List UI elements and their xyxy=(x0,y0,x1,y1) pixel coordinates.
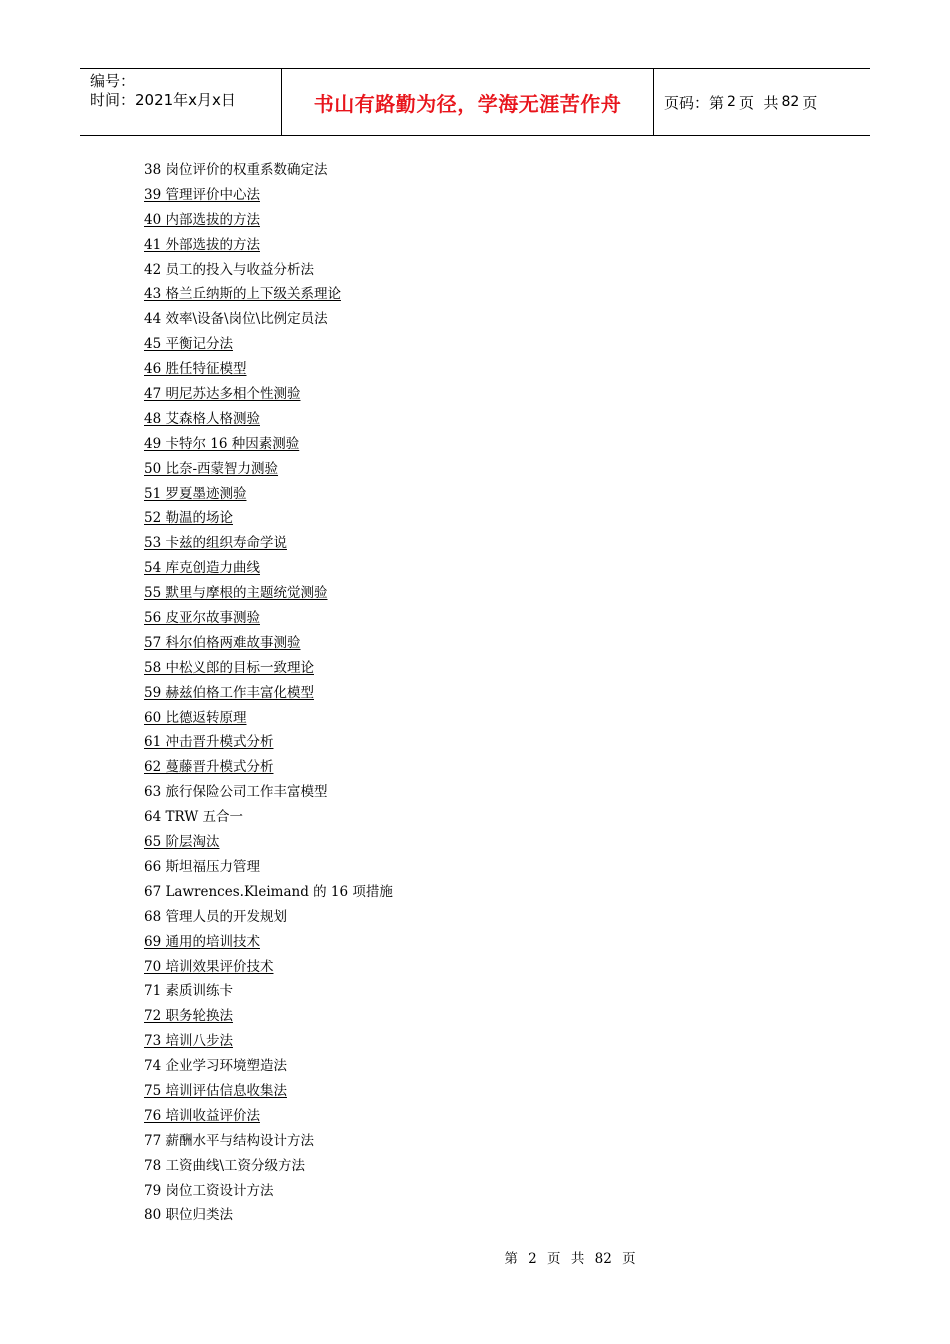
list-item[interactable] xyxy=(144,432,393,457)
list-item[interactable] xyxy=(144,755,393,780)
list-item-link[interactable]: 55 默里与摩根的主题统觉测验 xyxy=(144,585,328,602)
list-item[interactable] xyxy=(144,681,393,706)
list-item-link[interactable]: 46 胜任特征模型 xyxy=(144,361,247,378)
list-item-text: 77 薪酬水平与结构设计方法 xyxy=(144,1132,314,1149)
list-item-link[interactable]: 49 卡特尔 16 种因素测验 xyxy=(144,435,300,452)
list-item[interactable] xyxy=(144,357,393,382)
list-item-text: 42 员工的投入与收益分析法 xyxy=(144,261,314,278)
list-item[interactable] xyxy=(144,631,393,656)
list-item[interactable] xyxy=(144,1079,393,1104)
list-item xyxy=(144,805,393,830)
list-item-text: 66 斯坦福压力管理 xyxy=(144,858,260,875)
list-item-text: 67 Lawrences.Kleimand 的 16 项措施 xyxy=(144,883,393,900)
list-item-link[interactable]: 73 培训八步法 xyxy=(144,1033,233,1050)
list-item[interactable] xyxy=(144,1029,393,1054)
list-item[interactable] xyxy=(144,656,393,681)
list-item-link[interactable]: 65 阶层淘汰 xyxy=(144,834,220,851)
list-item xyxy=(144,1054,393,1079)
list-item-link[interactable]: 72 职务轮换法 xyxy=(144,1008,233,1025)
list-item[interactable] xyxy=(144,482,393,507)
list-item-text: 79 岗位工资设计方法 xyxy=(144,1182,274,1199)
list-item-link[interactable]: 53 卡兹的组织寿命学说 xyxy=(144,535,287,552)
list-item[interactable] xyxy=(144,1004,393,1029)
list-item[interactable] xyxy=(144,1104,393,1129)
footer-page-total: 82 xyxy=(594,1251,612,1267)
list-item[interactable] xyxy=(144,382,393,407)
list-item-link[interactable]: 56 皮亚尔故事测验 xyxy=(144,610,260,627)
list-item[interactable] xyxy=(144,332,393,357)
list-item[interactable] xyxy=(144,233,393,258)
header-page-info xyxy=(654,69,870,135)
list-item-text: 71 素质训练卡 xyxy=(144,983,233,1000)
list-item-link[interactable]: 60 比德返转原理 xyxy=(144,709,247,726)
list-item-text: 38 岗位评价的权重系数确定法 xyxy=(144,162,328,178)
list-item xyxy=(144,158,393,183)
list-item-link[interactable]: 41 外部选拔的方法 xyxy=(144,236,260,253)
list-item xyxy=(144,880,393,905)
list-item[interactable] xyxy=(144,706,393,731)
list-item-link[interactable]: 43 格兰丘纳斯的上下级关系理论 xyxy=(144,286,341,303)
header-page-prefix: 页码：第 xyxy=(664,93,725,112)
header-motto: 书山有路勤为径，学海无涯苦作舟 xyxy=(313,91,622,116)
footer-mid2: 共 xyxy=(570,1251,585,1267)
list-item xyxy=(144,1179,393,1204)
list-item xyxy=(144,258,393,283)
list-item-link[interactable]: 57 科尔伯格两难故事测验 xyxy=(144,634,301,651)
list-item xyxy=(144,1203,393,1228)
list-item xyxy=(144,979,393,1004)
page-footer xyxy=(0,1247,950,1267)
list-item-link[interactable]: 54 库克创造力曲线 xyxy=(144,560,260,577)
list-item[interactable] xyxy=(144,556,393,581)
list-item-link[interactable]: 39 管理评价中心法 xyxy=(144,186,260,203)
list-item xyxy=(144,780,393,805)
list-item[interactable] xyxy=(144,606,393,631)
list-item-link[interactable]: 52 勒温的场论 xyxy=(144,510,233,527)
list-item-text: 68 管理人员的开发规划 xyxy=(144,908,287,925)
header-page-mid: 页 共 xyxy=(738,93,779,112)
list-item[interactable] xyxy=(144,183,393,208)
list-item xyxy=(144,307,393,332)
method-list xyxy=(144,158,393,1228)
list-item[interactable] xyxy=(144,930,393,955)
list-item-link[interactable]: 45 平衡记分法 xyxy=(144,336,233,353)
footer-mid1: 页 xyxy=(547,1251,561,1267)
list-item[interactable] xyxy=(144,531,393,556)
list-item-link[interactable]: 76 培训收益评价法 xyxy=(144,1107,260,1124)
page-header xyxy=(80,68,870,136)
list-item[interactable] xyxy=(144,407,393,432)
footer-page-current: 2 xyxy=(528,1251,537,1267)
header-page-current: 2 xyxy=(727,94,736,110)
list-item-link[interactable]: 58 中松义郎的目标一致理论 xyxy=(144,659,314,676)
header-page-suffix: 页 xyxy=(802,93,818,112)
document-number-label: 编号： xyxy=(90,72,136,90)
list-item-link[interactable]: 70 培训效果评价技术 xyxy=(144,958,274,975)
header-motto-cell xyxy=(281,69,654,135)
list-item-link[interactable]: 48 艾森格人格测验 xyxy=(144,410,260,427)
list-item-text: 44 效率\设备\岗位\比例定员法 xyxy=(144,311,328,328)
list-item[interactable] xyxy=(144,457,393,482)
list-item[interactable] xyxy=(144,282,393,307)
list-item-link[interactable]: 61 冲击晋升模式分析 xyxy=(144,734,274,751)
list-item-link[interactable]: 40 内部选拔的方法 xyxy=(144,211,260,228)
list-item-text: 80 职位归类法 xyxy=(144,1207,233,1224)
list-item-text: 78 工资曲线\工资分级方法 xyxy=(144,1157,306,1174)
document-time-label: 时间：2021年x月x日 xyxy=(90,91,236,109)
list-item[interactable] xyxy=(144,506,393,531)
list-item-link[interactable]: 69 通用的培训技术 xyxy=(144,933,260,950)
list-item-link[interactable]: 47 明尼苏达多相个性测验 xyxy=(144,386,301,403)
header-meta xyxy=(80,69,281,135)
list-item-link[interactable]: 50 比奈-西蒙智力测验 xyxy=(144,460,279,477)
header-page-total: 82 xyxy=(781,94,800,110)
list-item[interactable] xyxy=(144,955,393,980)
footer-suffix: 页 xyxy=(622,1251,636,1267)
list-item-text: 74 企业学习环境塑造法 xyxy=(144,1058,287,1075)
list-item-text: 64 TRW 五合一 xyxy=(144,809,244,826)
list-item[interactable] xyxy=(144,830,393,855)
list-item-link[interactable]: 62 蔓藤晋升模式分析 xyxy=(144,759,274,776)
list-item[interactable] xyxy=(144,581,393,606)
list-item xyxy=(144,905,393,930)
list-item-text: 63 旅行保险公司工作丰富模型 xyxy=(144,784,328,801)
list-item[interactable] xyxy=(144,730,393,755)
footer-prefix: 第 xyxy=(504,1251,518,1267)
list-item xyxy=(144,1129,393,1154)
list-item-link[interactable]: 59 赫兹伯格工作丰富化模型 xyxy=(144,684,314,701)
list-item-link[interactable]: 75 培训评估信息收集法 xyxy=(144,1082,287,1099)
list-item-link[interactable]: 51 罗夏墨迹测验 xyxy=(144,485,247,502)
list-item[interactable] xyxy=(144,208,393,233)
list-item xyxy=(144,1154,393,1179)
list-item xyxy=(144,855,393,880)
